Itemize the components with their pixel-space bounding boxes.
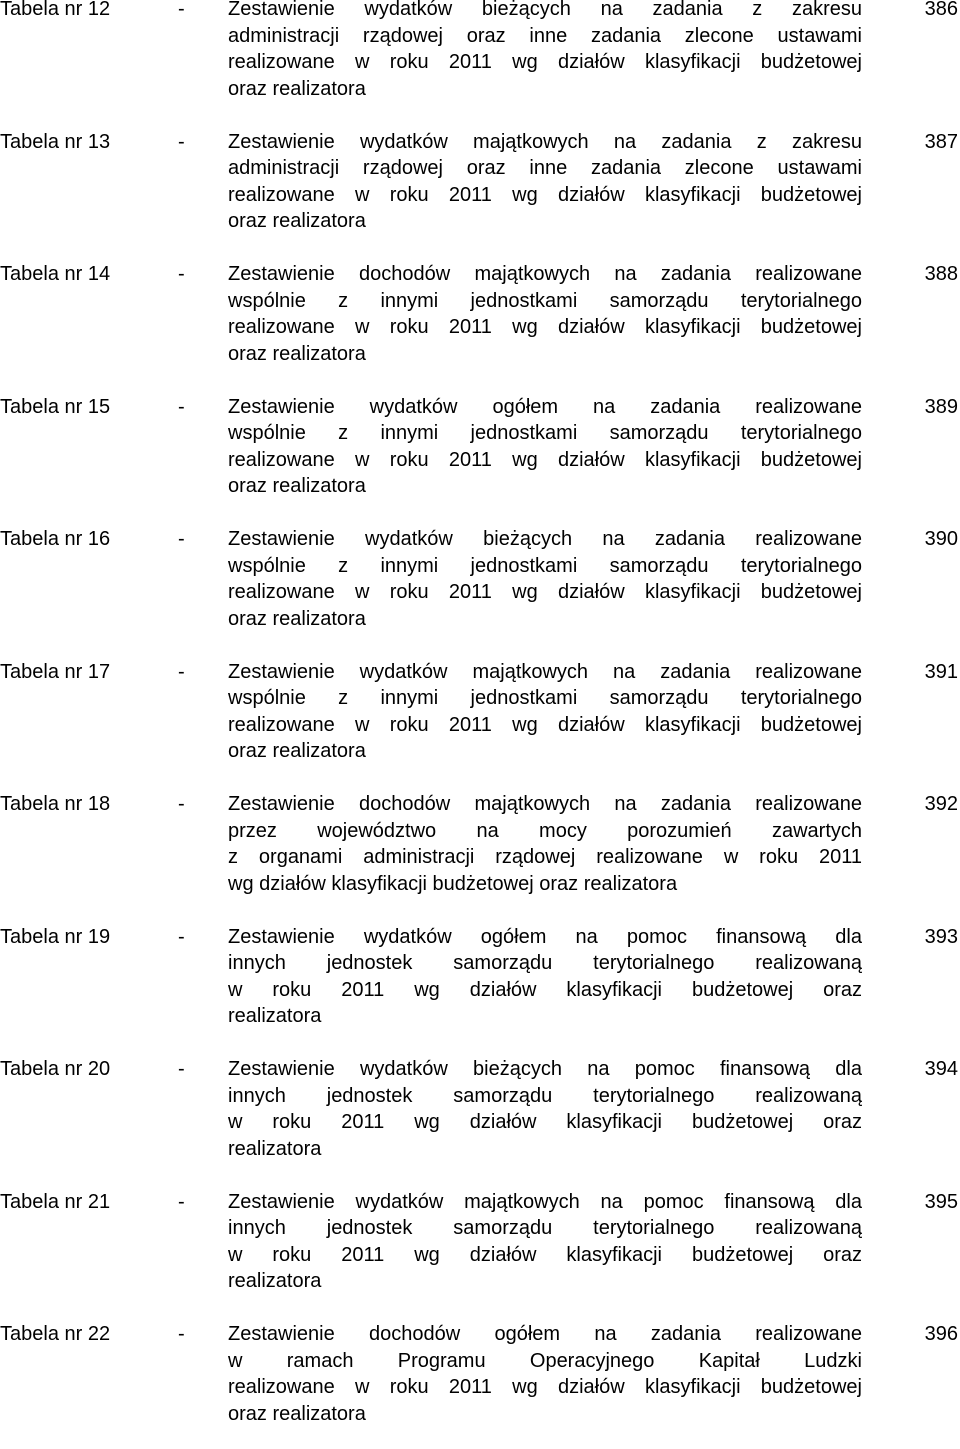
description-line: oraz realizatora xyxy=(228,1402,366,1425)
description-line: Zestawienie wydatków bieżących na zadania realizowane xyxy=(228,528,862,550)
table-description xyxy=(228,526,862,632)
description-line: realizowane w roku 2011 wg działów klasyfikacji budżetowej xyxy=(228,713,862,736)
separator-dash: - xyxy=(178,660,185,683)
table-description xyxy=(228,261,862,367)
description-line: realizowane w roku 2011 wg działów klasyfikacji budżetowej xyxy=(228,581,862,604)
toc-entry xyxy=(0,261,960,389)
separator-dash: - xyxy=(178,130,185,153)
table-description xyxy=(228,1056,862,1162)
toc-entry xyxy=(0,129,960,257)
table-description xyxy=(228,659,862,765)
description-line: w roku 2011 wg działów klasyfikacji budżetowej oraz xyxy=(228,978,862,1001)
table-label: Tabela nr 13 xyxy=(0,130,111,153)
description-line: administracji rządowej oraz inne zadania zlecone ustawami xyxy=(228,24,862,47)
toc-entry xyxy=(0,1321,960,1449)
description-line: oraz realizatora xyxy=(228,210,366,233)
description-line: innych jednostek samorządu terytorialnego realizowaną xyxy=(228,952,862,975)
table-label: Tabela nr 19 xyxy=(0,925,111,948)
table-description xyxy=(228,0,862,102)
table-description xyxy=(228,1321,862,1427)
table-description xyxy=(228,924,862,1030)
page-number: 394 xyxy=(924,1058,958,1080)
description-line: Zestawienie wydatków majątkowych na zadania z zakresu xyxy=(228,130,862,153)
separator-dash: - xyxy=(178,395,185,418)
separator-dash: - xyxy=(178,1058,185,1080)
table-description xyxy=(228,1189,862,1295)
table-label: Tabela nr 22 xyxy=(0,1323,111,1345)
description-line: Zestawienie dochodów majątkowych na zadania realizowane xyxy=(228,793,862,815)
description-line: wspólnie z innymi jednostkami samorządu terytorialnego xyxy=(228,554,862,577)
description-line: oraz realizatora xyxy=(228,607,366,630)
description-line: realizowane w roku 2011 wg działów klasyfikacji budżetowej xyxy=(228,51,862,74)
table-description xyxy=(228,791,862,897)
table-label: Tabela nr 17 xyxy=(0,660,111,683)
page-number: 393 xyxy=(924,925,958,948)
table-label: Tabela nr 20 xyxy=(0,1058,111,1080)
page-number: 390 xyxy=(924,528,958,550)
separator-dash: - xyxy=(178,1190,185,1213)
description-line: realizatora xyxy=(228,1005,322,1028)
description-line: przez województwo na mocy porozumień zawartych xyxy=(228,819,862,842)
toc-entry xyxy=(0,791,960,919)
description-line: wspólnie z innymi jednostkami samorządu terytorialnego xyxy=(228,289,862,312)
description-line: realizatora xyxy=(228,1270,322,1293)
toc-entry xyxy=(0,394,960,522)
page-number: 392 xyxy=(924,793,958,815)
table-description xyxy=(228,394,862,500)
description-line: wspólnie z innymi jednostkami samorządu terytorialnego xyxy=(228,422,862,445)
page-number: 389 xyxy=(924,395,958,418)
separator-dash: - xyxy=(178,0,185,20)
toc-entry xyxy=(0,924,960,1052)
description-line: innych jednostek samorządu terytorialnego realizowaną xyxy=(228,1217,862,1240)
table-label: Tabela nr 21 xyxy=(0,1190,111,1213)
page-number: 395 xyxy=(924,1190,958,1213)
description-line: z organami administracji rządowej realizowane w roku 2011 xyxy=(228,846,862,869)
toc-entry xyxy=(0,1056,960,1184)
description-line: realizowane w roku 2011 wg działów klasyfikacji budżetowej xyxy=(228,183,862,206)
table-label: Tabela nr 16 xyxy=(0,528,111,550)
description-line: realizowane w roku 2011 wg działów klasyfikacji budżetowej xyxy=(228,1376,862,1399)
description-line: w roku 2011 wg działów klasyfikacji budżetowej oraz xyxy=(228,1111,862,1134)
description-line: w roku 2011 wg działów klasyfikacji budżetowej oraz xyxy=(228,1243,862,1266)
separator-dash: - xyxy=(178,528,185,550)
table-label: Tabela nr 18 xyxy=(0,793,111,815)
toc-entry xyxy=(0,0,960,124)
description-line: realizatora xyxy=(228,1137,322,1160)
toc-entry xyxy=(0,1189,960,1317)
page-number: 396 xyxy=(924,1323,958,1345)
description-line: realizowane w roku 2011 wg działów klasyfikacji budżetowej xyxy=(228,448,862,471)
description-line: wg działów klasyfikacji budżetowej oraz realizatora xyxy=(228,872,678,895)
separator-dash: - xyxy=(178,1323,185,1345)
table-label: Tabela nr 15 xyxy=(0,395,111,418)
description-line: Zestawienie wydatków majątkowych na zadania realizowane xyxy=(228,660,862,683)
separator-dash: - xyxy=(178,793,185,815)
separator-dash: - xyxy=(178,925,185,948)
description-line: Zestawienie dochodów majątkowych na zadania realizowane xyxy=(228,263,862,285)
description-line: Zestawienie wydatków majątkowych na pomoc finansową dla xyxy=(228,1190,862,1213)
separator-dash: - xyxy=(178,263,185,285)
page-number: 387 xyxy=(924,130,958,153)
description-line: wspólnie z innymi jednostkami samorządu terytorialnego xyxy=(228,687,862,710)
table-description xyxy=(228,129,862,235)
description-line: Zestawienie wydatków bieżących na pomoc finansową dla xyxy=(228,1058,862,1080)
description-line: innych jednostek samorządu terytorialnego realizowaną xyxy=(228,1084,862,1107)
description-line: Zestawienie dochodów ogółem na zadania realizowane xyxy=(228,1323,862,1345)
description-line: oraz realizatora xyxy=(228,475,366,498)
description-line: oraz realizatora xyxy=(228,77,366,100)
page-number: 388 xyxy=(924,263,958,285)
description-line: Zestawienie wydatków ogółem na zadania realizowane xyxy=(228,395,862,418)
description-line: administracji rządowej oraz inne zadania zlecone ustawami xyxy=(228,157,862,180)
description-line: Zestawienie wydatków ogółem na pomoc finansową dla xyxy=(228,925,862,948)
toc-entry xyxy=(0,526,960,654)
description-line: oraz realizatora xyxy=(228,342,366,365)
description-line: realizowane w roku 2011 wg działów klasyfikacji budżetowej xyxy=(228,316,862,339)
page-number: 391 xyxy=(924,660,958,683)
table-label: Tabela nr 12 xyxy=(0,0,111,20)
table-label: Tabela nr 14 xyxy=(0,263,111,285)
description-line: w ramach Programu Operacyjnego Kapitał Ludzki xyxy=(228,1349,862,1372)
description-line: oraz realizatora xyxy=(228,740,366,763)
page-number: 386 xyxy=(924,0,958,20)
toc-entry xyxy=(0,659,960,787)
description-line: Zestawienie wydatków bieżących na zadania z zakresu xyxy=(228,0,862,20)
